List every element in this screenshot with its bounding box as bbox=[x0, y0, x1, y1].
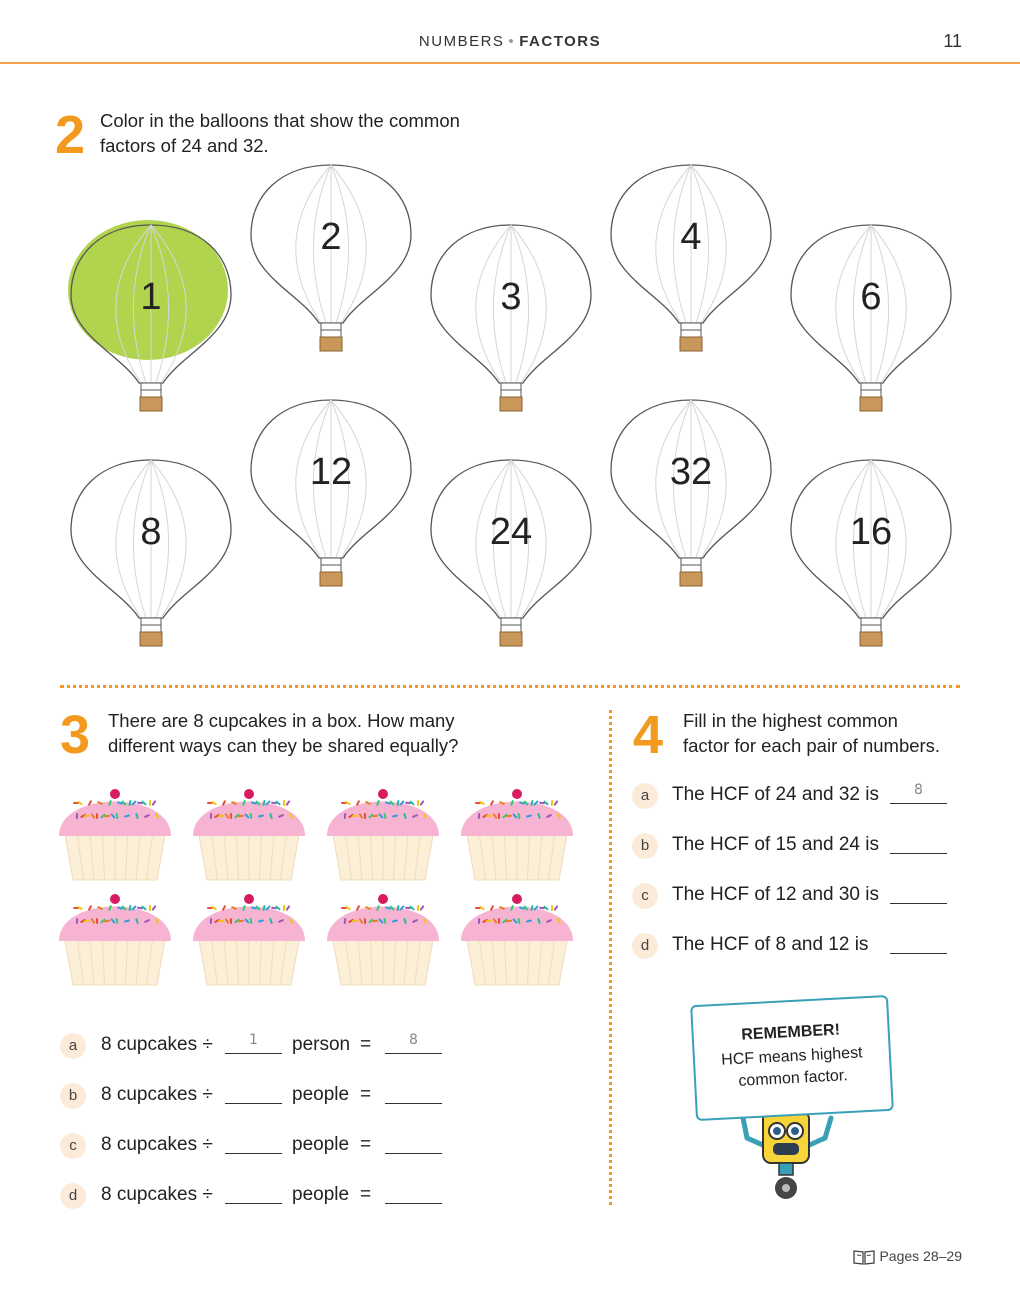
cupcake bbox=[59, 894, 171, 985]
cupcake-sprinkle bbox=[419, 905, 424, 911]
row-equals: = bbox=[360, 1134, 372, 1155]
row-unit-text: people bbox=[292, 1184, 350, 1205]
cupcake-sprinkle bbox=[285, 800, 290, 806]
cupcake-sprinkle bbox=[151, 800, 156, 806]
breadcrumb-dot: • bbox=[508, 33, 516, 50]
cupcake-sprinkle bbox=[151, 905, 156, 911]
cupcake-sprinkle bbox=[218, 815, 224, 817]
row-lead-text: 8 cupcakes ÷ bbox=[101, 1134, 213, 1155]
page-number: 11 bbox=[943, 31, 962, 51]
remember-title: REMEMBER! bbox=[740, 1021, 841, 1044]
q4-row-c bbox=[632, 883, 952, 913]
topic-label: FACTORS bbox=[519, 33, 602, 50]
divisor-answer-field[interactable] bbox=[225, 1133, 282, 1154]
balloon-basket bbox=[860, 632, 882, 646]
cupcake-frosting bbox=[461, 802, 573, 837]
q3-row-a bbox=[60, 1033, 460, 1063]
cupcake bbox=[59, 789, 171, 880]
cupcake-sprinkle bbox=[486, 815, 492, 817]
hcf-question-text: The HCF of 8 and 12 is bbox=[672, 934, 869, 955]
cupcake-sprinkle bbox=[230, 918, 232, 924]
section-divider bbox=[60, 685, 960, 688]
cupcake-cherry bbox=[378, 789, 388, 799]
balloon-basket bbox=[140, 632, 162, 646]
cupcake-sprinkle bbox=[84, 815, 90, 817]
page-reference bbox=[853, 1248, 962, 1265]
row-lead-text: 8 cupcakes ÷ bbox=[101, 1034, 213, 1055]
result-answer-field[interactable] bbox=[385, 1033, 442, 1054]
balloon-3[interactable] bbox=[431, 225, 591, 411]
remember-body bbox=[695, 1041, 891, 1095]
question-3-text-line2: different ways can they be shared equally? bbox=[108, 735, 459, 756]
balloon-number: 2 bbox=[320, 216, 342, 258]
question-2-number: 2 bbox=[55, 105, 86, 165]
cupcake bbox=[327, 789, 439, 880]
balloon-12[interactable] bbox=[251, 400, 411, 586]
question-2-text-line1: Color in the balloons that show the common bbox=[100, 110, 460, 131]
balloon-16[interactable] bbox=[791, 460, 951, 646]
hcf-answer-field[interactable] bbox=[890, 933, 947, 954]
row-equals: = bbox=[360, 1184, 372, 1205]
question-3-text bbox=[108, 708, 458, 758]
balloon-basket bbox=[320, 337, 342, 351]
balloon-number: 8 bbox=[140, 511, 162, 553]
row-equals: = bbox=[360, 1034, 372, 1055]
cupcake-sprinkle bbox=[486, 920, 492, 922]
row-lead-text: 8 cupcakes ÷ bbox=[101, 1184, 213, 1205]
cupcake-sprinkle bbox=[553, 800, 558, 806]
cupcake-sprinkle bbox=[551, 800, 553, 806]
cupcake-sprinkle bbox=[498, 918, 500, 924]
cupcake-grid bbox=[55, 780, 585, 990]
cupcake-sprinkle bbox=[417, 800, 419, 806]
divisor-answer-field[interactable] bbox=[225, 1083, 282, 1104]
cupcake-sprinkle bbox=[364, 813, 366, 819]
row-letter-badge: a bbox=[60, 1033, 86, 1059]
row-letter-badge: d bbox=[60, 1183, 86, 1209]
divisor-answer-text: 1 bbox=[249, 1032, 258, 1048]
cupcake-sprinkle bbox=[283, 905, 285, 911]
remember-sign bbox=[690, 995, 894, 1121]
cupcake-frosting bbox=[461, 907, 573, 942]
balloon-basket bbox=[140, 397, 162, 411]
cupcake-sprinkle bbox=[218, 920, 224, 922]
hcf-question-text: The HCF of 12 and 30 is bbox=[672, 884, 879, 905]
balloon-8[interactable] bbox=[71, 460, 231, 646]
column-divider bbox=[609, 710, 612, 1205]
q3-row-b bbox=[60, 1083, 460, 1113]
balloon-number: 4 bbox=[680, 216, 702, 258]
balloon-6[interactable] bbox=[791, 225, 951, 411]
cupcake-sprinkle bbox=[283, 800, 285, 806]
cupcake-sprinkle bbox=[96, 918, 98, 924]
row-letter-badge: b bbox=[632, 833, 658, 859]
balloon-24[interactable] bbox=[431, 460, 591, 646]
cupcake-frosting bbox=[327, 802, 439, 837]
cupcake-sprinkle bbox=[352, 920, 358, 922]
balloon-number: 3 bbox=[500, 276, 522, 318]
cupcake-sprinkle bbox=[149, 905, 151, 911]
cupcake-sprinkle bbox=[285, 905, 290, 911]
balloon-number: 16 bbox=[849, 511, 893, 553]
cupcake-cherry bbox=[110, 894, 120, 904]
page-reference-text: Pages 28–29 bbox=[879, 1248, 962, 1264]
hcf-answer-field[interactable] bbox=[890, 783, 947, 804]
cupcake-cherry bbox=[244, 894, 254, 904]
balloon-number: 6 bbox=[860, 276, 882, 318]
question-3-number: 3 bbox=[60, 705, 91, 765]
cupcake-sprinkle bbox=[553, 905, 558, 911]
hcf-answer-text: 8 bbox=[914, 782, 923, 798]
cupcake-sprinkle bbox=[352, 815, 358, 817]
hcf-answer-field[interactable] bbox=[890, 833, 947, 854]
breadcrumb bbox=[0, 33, 1020, 50]
balloon-number: 32 bbox=[669, 451, 713, 493]
balloon-grid bbox=[0, 160, 1020, 660]
cupcake-frosting bbox=[193, 802, 305, 837]
remember-line2: common factor. bbox=[738, 1067, 849, 1090]
divisor-answer-field[interactable] bbox=[225, 1183, 282, 1204]
result-answer-field[interactable] bbox=[385, 1133, 442, 1154]
row-equals: = bbox=[360, 1084, 372, 1105]
cupcake-frosting bbox=[193, 907, 305, 942]
question-4-text bbox=[683, 708, 940, 758]
result-answer-field[interactable] bbox=[385, 1083, 442, 1104]
result-answer-text: 8 bbox=[409, 1032, 418, 1048]
question-4-text-line1: Fill in the highest common bbox=[683, 710, 898, 731]
cupcake-sprinkle bbox=[498, 813, 500, 819]
cupcake-frosting bbox=[327, 907, 439, 942]
cupcake-cherry bbox=[244, 789, 254, 799]
row-letter-badge: d bbox=[632, 933, 658, 959]
cupcake bbox=[193, 789, 305, 880]
cupcake-sprinkle bbox=[149, 800, 151, 806]
balloon-basket bbox=[320, 572, 342, 586]
cupcake-frosting bbox=[59, 907, 171, 942]
cupcake bbox=[327, 894, 439, 985]
row-lead-text: 8 cupcakes ÷ bbox=[101, 1084, 213, 1105]
balloon-32[interactable] bbox=[611, 400, 771, 586]
q4-row-d bbox=[632, 933, 952, 963]
cupcake-sprinkle bbox=[364, 918, 366, 924]
balloon-2[interactable] bbox=[251, 165, 411, 351]
remember-line1: HCF means highest bbox=[720, 1044, 863, 1069]
question-2-text-line2: factors of 24 and 32. bbox=[100, 135, 269, 156]
q4-row-a bbox=[632, 783, 952, 813]
cupcake bbox=[193, 894, 305, 985]
cupcake-sprinkle bbox=[84, 920, 90, 922]
hcf-question-text: The HCF of 24 and 32 is bbox=[672, 784, 879, 805]
hcf-answer-field[interactable] bbox=[890, 883, 947, 904]
result-answer-field[interactable] bbox=[385, 1183, 442, 1204]
cupcake-sprinkle bbox=[419, 800, 424, 806]
question-4-number: 4 bbox=[633, 705, 664, 765]
q3-row-c bbox=[60, 1133, 460, 1163]
row-letter-badge: a bbox=[632, 783, 658, 809]
page-header bbox=[0, 0, 1020, 64]
balloon-basket bbox=[500, 397, 522, 411]
balloon-number: 24 bbox=[489, 511, 533, 553]
divisor-answer-field[interactable] bbox=[225, 1033, 282, 1054]
row-unit-text: person bbox=[292, 1034, 351, 1055]
cupcake-sprinkle bbox=[96, 813, 98, 819]
cupcake-cherry bbox=[512, 894, 522, 904]
balloon-basket bbox=[500, 632, 522, 646]
book-icon bbox=[853, 1249, 875, 1265]
section-label: NUMBERS bbox=[418, 33, 505, 50]
balloon-number: 1 bbox=[140, 276, 162, 318]
cupcake-sprinkle bbox=[551, 905, 553, 911]
balloon-basket bbox=[680, 572, 702, 586]
question-2-text bbox=[100, 108, 460, 158]
row-letter-badge: c bbox=[60, 1133, 86, 1159]
balloon-basket bbox=[680, 337, 702, 351]
hcf-question-text: The HCF of 15 and 24 is bbox=[672, 834, 879, 855]
cupcake-cherry bbox=[110, 789, 120, 799]
row-letter-badge: b bbox=[60, 1083, 86, 1109]
question-4-text-line2: factor for each pair of numbers. bbox=[683, 735, 941, 756]
row-unit-text: people bbox=[292, 1084, 350, 1105]
cupcake-frosting bbox=[59, 802, 171, 837]
q3-row-d bbox=[60, 1183, 460, 1213]
q4-row-b bbox=[632, 833, 952, 863]
balloon-4[interactable] bbox=[611, 165, 771, 351]
question-3-text-line1: There are 8 cupcakes in a box. How many bbox=[108, 710, 455, 731]
cupcake-sprinkle bbox=[417, 905, 419, 911]
cupcake bbox=[461, 894, 573, 985]
cupcake-sprinkle bbox=[230, 813, 232, 819]
balloon-1[interactable] bbox=[68, 220, 231, 411]
cupcake bbox=[461, 789, 573, 880]
balloon-basket bbox=[860, 397, 882, 411]
cupcake-cherry bbox=[512, 789, 522, 799]
cupcake-cherry bbox=[378, 894, 388, 904]
row-letter-badge: c bbox=[632, 883, 658, 909]
row-unit-text: people bbox=[292, 1134, 350, 1155]
balloon-number: 12 bbox=[309, 451, 353, 493]
